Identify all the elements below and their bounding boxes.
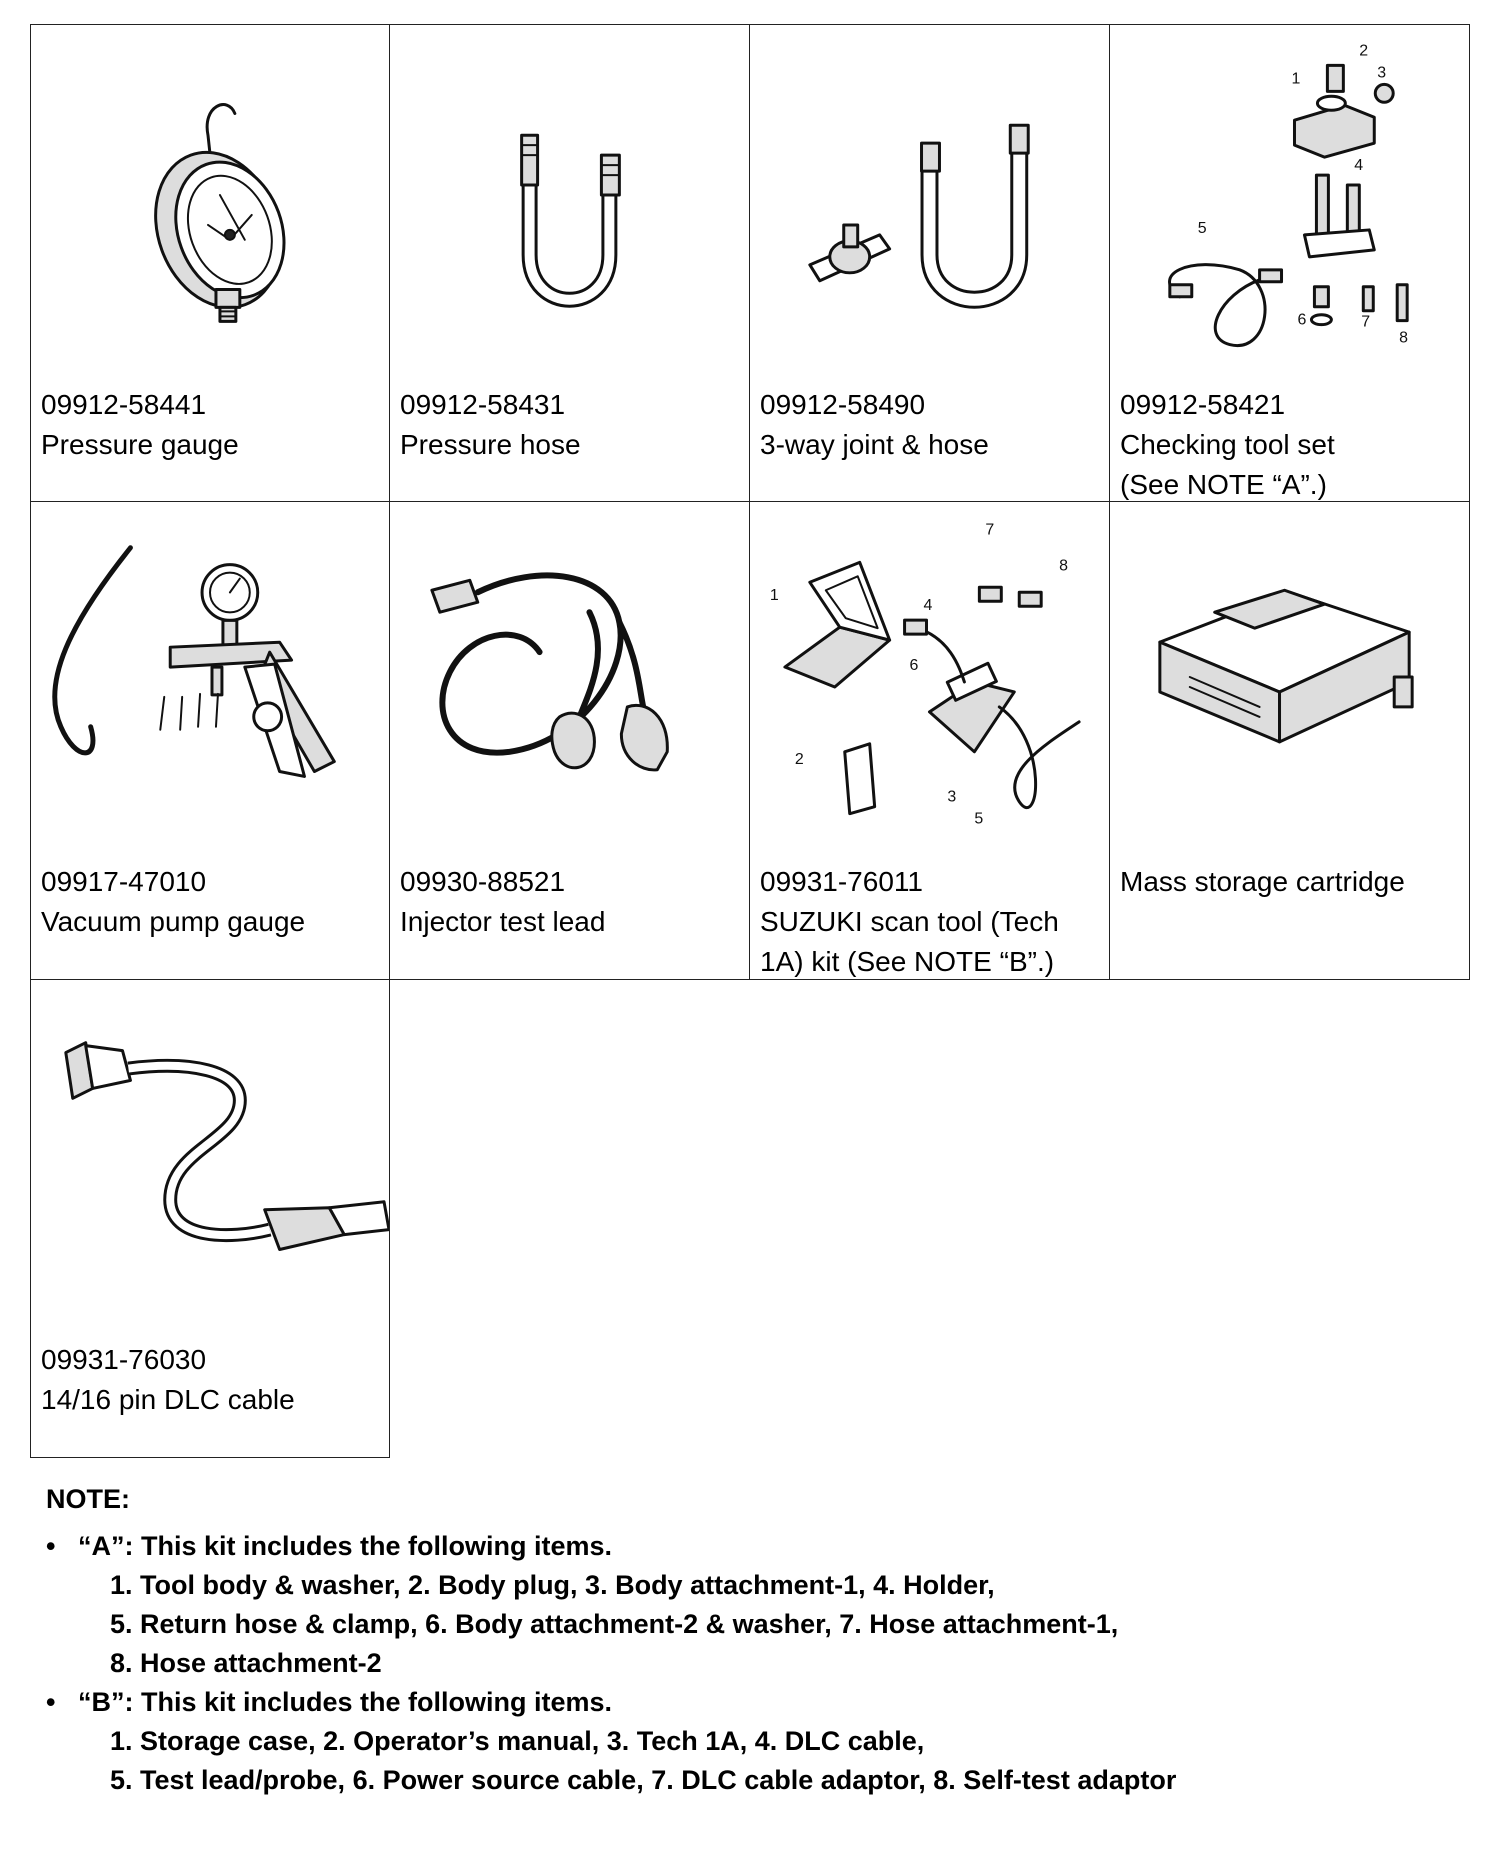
tool-cell-checking-tool-set bbox=[1110, 24, 1470, 502]
part-number: 09912-58421 bbox=[1120, 389, 1286, 420]
injector-test-lead-icon bbox=[390, 502, 749, 862]
callout-3: 3 bbox=[1377, 64, 1387, 82]
table-row bbox=[30, 24, 1471, 502]
part-number: 09912-58441 bbox=[41, 389, 207, 420]
tool-name: Vacuum pump gauge bbox=[41, 906, 306, 937]
callout-8: 8 bbox=[1059, 557, 1069, 575]
tool-cell-cartridge bbox=[1110, 502, 1470, 980]
tool-cell-dlc-cable bbox=[30, 980, 390, 1458]
tool-name: Checking tool set bbox=[1120, 429, 1335, 460]
callout-1: 1 bbox=[769, 587, 779, 605]
caption bbox=[41, 862, 305, 942]
caption bbox=[400, 385, 581, 465]
caption bbox=[41, 1340, 295, 1420]
callout-3: 3 bbox=[947, 788, 957, 806]
part-number: 09930-88521 bbox=[400, 866, 566, 897]
tool-note: (See NOTE “A”.) bbox=[1120, 469, 1327, 500]
special-tools-table bbox=[30, 24, 1471, 1458]
tool-cell-injector-test-lead bbox=[390, 502, 750, 980]
table-row bbox=[30, 980, 1471, 1458]
tool-name: 14/16 pin DLC cable bbox=[41, 1384, 295, 1415]
checking-tool-set-icon bbox=[1110, 25, 1469, 385]
scan-tool-kit-icon bbox=[750, 502, 1109, 862]
note-a-intro: • “A”: This kit includes the following items. bbox=[46, 1527, 1176, 1566]
part-number: 09912-58490 bbox=[760, 389, 926, 420]
tool-name: Pressure hose bbox=[400, 429, 581, 460]
callout-5: 5 bbox=[1197, 219, 1207, 237]
dlc-cable-icon bbox=[31, 980, 389, 1340]
note-a-line: 5. Return hose & clamp, 6. Body attachment-2 & washer, 7. Hose attachment-1, bbox=[110, 1609, 1119, 1639]
caption bbox=[41, 385, 239, 465]
note-a-line: 8. Hose attachment-2 bbox=[110, 1648, 382, 1678]
callout-6: 6 bbox=[909, 657, 919, 675]
three-way-joint-icon bbox=[750, 25, 1109, 385]
table-row bbox=[30, 502, 1471, 980]
callout-4: 4 bbox=[1354, 157, 1364, 175]
tool-name: 3-way joint & hose bbox=[760, 429, 989, 460]
callout-5: 5 bbox=[974, 810, 984, 828]
note-b-line: 1. Storage case, 2. Operator’s manual, 3. Tech 1A, 4. DLC cable, bbox=[110, 1726, 925, 1756]
caption bbox=[1120, 385, 1335, 505]
pressure-hose-icon bbox=[390, 25, 749, 385]
callout-7: 7 bbox=[985, 521, 995, 539]
callout-4: 4 bbox=[923, 597, 933, 615]
part-number: 09912-58431 bbox=[400, 389, 566, 420]
tool-cell-three-way-joint bbox=[750, 24, 1110, 502]
part-number: 09931-76011 bbox=[760, 866, 923, 897]
note-section bbox=[46, 1480, 1176, 1800]
tool-name: Pressure gauge bbox=[41, 429, 239, 460]
tool-cell-vacuum-pump-gauge bbox=[30, 502, 390, 980]
note-b-line: 5. Test lead/probe, 6. Power source cable, 7. DLC cable adaptor, 8. Self-test adaptor bbox=[110, 1765, 1177, 1795]
vacuum-pump-gauge-icon bbox=[31, 502, 389, 862]
tool-cell-pressure-gauge bbox=[30, 24, 390, 502]
tool-name: SUZUKI scan tool (Tech bbox=[760, 906, 1059, 937]
note-a-line: 1. Tool body & washer, 2. Body plug, 3. Body attachment-1, 4. Holder, bbox=[110, 1570, 995, 1600]
callout-2: 2 bbox=[1359, 42, 1369, 60]
caption bbox=[760, 862, 1059, 982]
cartridge-icon bbox=[1110, 502, 1469, 862]
callout-2: 2 bbox=[794, 750, 804, 768]
callout-8: 8 bbox=[1399, 329, 1409, 347]
note-heading: NOTE: bbox=[46, 1484, 130, 1514]
part-number: 09931-76030 bbox=[41, 1344, 207, 1375]
callout-7: 7 bbox=[1361, 313, 1371, 331]
pressure-gauge-icon bbox=[31, 25, 389, 385]
callout-1: 1 bbox=[1291, 70, 1301, 88]
tool-cell-pressure-hose bbox=[390, 24, 750, 502]
note-b-intro: • “B”: This kit includes the following items. bbox=[46, 1683, 1176, 1722]
tool-name: Mass storage cartridge bbox=[1120, 866, 1405, 897]
tool-name: Injector test lead bbox=[400, 906, 606, 937]
tool-cell-scan-tool-kit bbox=[750, 502, 1110, 980]
part-number: 09917-47010 bbox=[41, 866, 207, 897]
tool-name-cont: 1A) kit (See NOTE “B”.) bbox=[760, 946, 1055, 977]
caption bbox=[1120, 862, 1405, 902]
caption bbox=[760, 385, 989, 465]
caption bbox=[400, 862, 605, 942]
callout-6: 6 bbox=[1297, 311, 1307, 329]
